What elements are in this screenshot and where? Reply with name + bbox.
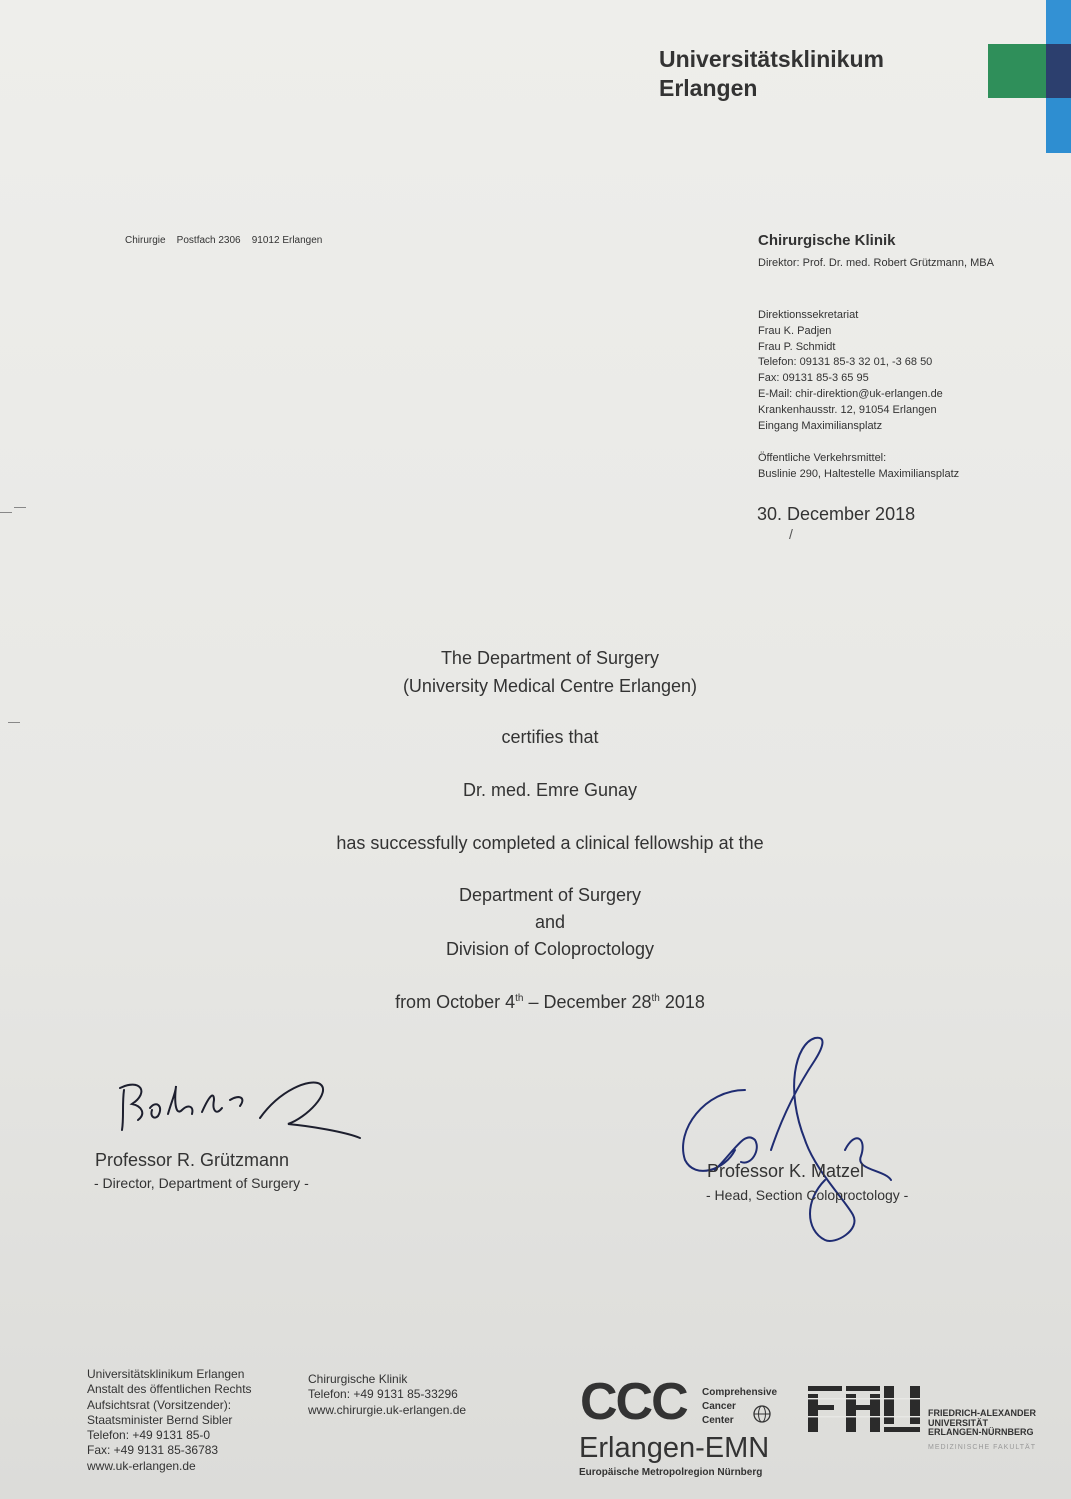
contact-line: Direktionssekretariat <box>758 309 859 321</box>
fellowship-period <box>250 992 850 1013</box>
date-pen-mark: / <box>789 526 793 542</box>
contact-line: Frau K. Padjen <box>758 324 832 337</box>
fau-logo-text <box>928 1409 1036 1438</box>
footer-clinic-block <box>308 1372 466 1418</box>
ccc-logo-region: Europäische Metropolregion Nürnberg <box>579 1467 763 1478</box>
return-address: Chirurgie Postfach 2306 91012 Erlangen <box>125 235 323 246</box>
unit-line2: and <box>534 912 566 932</box>
contact-line: E-Mail: chir-direktion@uk-erlangen.de <box>758 387 943 400</box>
brand-bar-green <box>988 44 1046 98</box>
director-line: Direktor: Prof. Dr. med. Robert Grützmann, MBA <box>758 257 994 269</box>
fold-mark <box>14 507 26 508</box>
fold-mark <box>8 722 20 723</box>
ccc-subtitle-line: Cancer <box>702 1401 736 1412</box>
fau-text-line: FRIEDRICH-ALEXANDER <box>928 1408 1036 1418</box>
statement-text: has successfully completed a clinical fellowship at the <box>336 833 764 853</box>
recipient-name: Dr. med. Emre Gunay <box>462 780 638 800</box>
footer-line: Fax: +49 9131 85-36783 <box>87 1443 219 1458</box>
ccc-logo-city: Erlangen-EMN <box>579 1432 770 1464</box>
issuer-line2: (University Medical Centre Erlangen) <box>402 676 698 696</box>
unit-line1: Department of Surgery <box>458 885 642 905</box>
footer-line: Staatsminister Bernd Sibler <box>87 1412 233 1427</box>
fold-mark <box>0 512 12 513</box>
fau-text-line: ERLANGEN-NÜRNBERG <box>928 1427 1034 1437</box>
signature-matzel <box>675 1030 895 1255</box>
signatory-name-2: Professor K. Matzel <box>707 1161 865 1181</box>
transport-block <box>758 451 959 483</box>
period-start: from October 4 <box>395 992 516 1012</box>
contact-block <box>758 308 943 434</box>
contact-line: Frau P. Schmidt <box>758 340 836 353</box>
hospital-name-line2: Erlangen <box>659 75 758 101</box>
signatory-name-1: Professor R. Grützmann <box>95 1150 290 1170</box>
ccc-subtitle-line: Comprehensive <box>702 1387 778 1398</box>
brand-bar-navy <box>1046 44 1071 98</box>
fau-text-line: UNIVERSITÄT <box>928 1417 989 1428</box>
period-end: – December 28 <box>523 992 652 1012</box>
contact-line: Eingang Maximiliansplatz <box>758 419 883 432</box>
brand-bar-blue-top <box>1046 0 1071 44</box>
footer-line: Telefon: +49 9131 85-33296 <box>308 1387 458 1402</box>
department-title: Chirurgische Klinik <box>758 232 896 249</box>
hospital-logo-text <box>659 45 884 103</box>
footer-line: Telefon: +49 9131 85-0 <box>87 1428 211 1443</box>
footer-line: www.chirurgie.uk-erlangen.de <box>308 1402 467 1417</box>
transport-line: Buslinie 290, Haltestelle Maximiliansplatz <box>758 467 960 480</box>
unit-line3: Division of Coloproctology <box>445 939 655 959</box>
footer-line: Anstalt des öffentlichen Rechts <box>87 1382 252 1397</box>
period-end-suffix: th <box>651 993 660 1004</box>
contact-line: Telefon: 09131 85-3 32 01, -3 68 50 <box>758 356 933 369</box>
issuer-line1: The Department of Surgery <box>440 648 660 668</box>
brand-bar-blue-bottom <box>1046 98 1071 153</box>
footer-line: Aufsichtsrat (Vorsitzender): <box>87 1397 232 1412</box>
period-year: 2018 <box>659 992 705 1012</box>
fau-logo-mark <box>808 1386 920 1432</box>
footer-line: Chirurgische Klinik <box>308 1372 408 1386</box>
globe-icon <box>752 1404 772 1424</box>
transport-line: Öffentliche Verkehrsmittel: <box>758 452 887 464</box>
fau-logo-subtitle: MEDIZINISCHE FAKULTÄT <box>928 1444 1036 1451</box>
signatory-role-1: - Director, Department of Surgery - <box>94 1175 309 1191</box>
footer-institution-block <box>87 1367 252 1474</box>
footer-line: www.uk-erlangen.de <box>87 1458 196 1473</box>
signatory-role-2: - Head, Section Coloproctology - <box>706 1187 909 1203</box>
period-start-suffix: th <box>515 993 524 1004</box>
contact-line: Fax: 09131 85-3 65 95 <box>758 372 869 385</box>
ccc-logo-mark: CCC <box>580 1373 687 1431</box>
signature-grutzmann <box>110 1070 370 1155</box>
contact-line: Krankenhausstr. 12, 91054 Erlangen <box>758 403 937 416</box>
letter-date: 30. December 2018 <box>757 504 916 524</box>
certifies-text: certifies that <box>501 727 599 747</box>
ccc-subtitle-line: Center <box>702 1415 734 1426</box>
hospital-name-line1: Universitätsklinikum <box>659 46 884 72</box>
footer-line: Universitätsklinikum Erlangen <box>87 1367 245 1381</box>
